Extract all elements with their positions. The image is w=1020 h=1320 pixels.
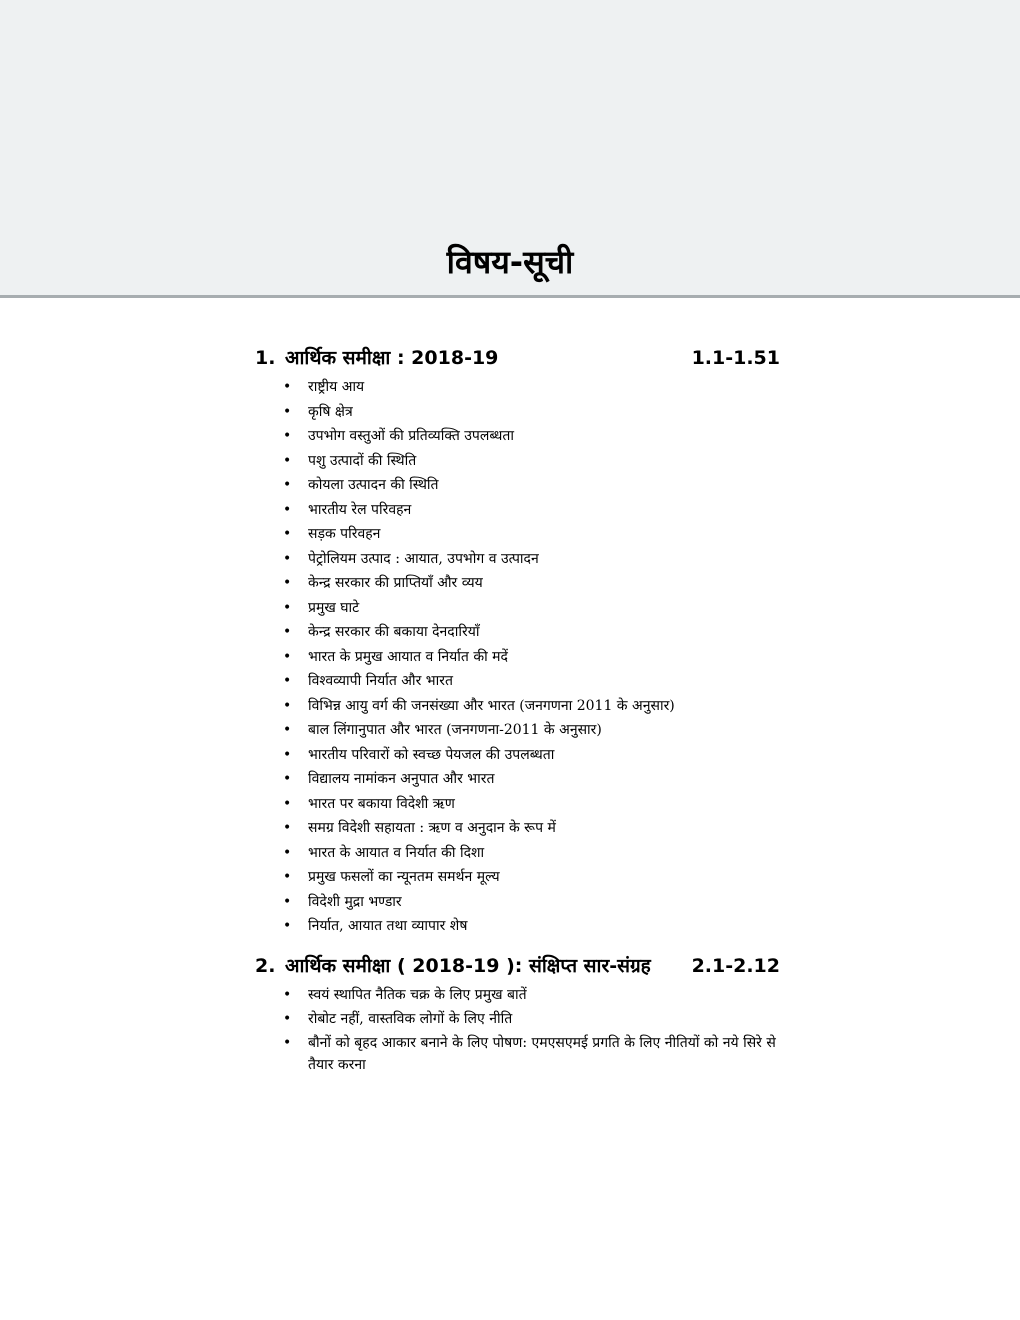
list-item-text: विश्वव्यापी निर्यात और भारत: [308, 673, 453, 689]
list-item-text: बाल लिंगानुपात और भारत (जनगणना-2011 के अनुसार): [308, 722, 602, 738]
toc-section-1: [255, 343, 780, 939]
list-item[interactable]: [283, 865, 780, 890]
bullet-icon: •: [283, 893, 292, 910]
section-number: 1.: [255, 347, 276, 369]
section-heading[interactable]: [255, 343, 780, 373]
section-number: 2.: [255, 954, 276, 977]
bullet-icon: •: [283, 820, 292, 836]
list-item[interactable]: [283, 400, 780, 425]
list-item[interactable]: [283, 522, 780, 547]
bullet-icon: •: [283, 501, 292, 518]
bullet-icon: •: [283, 477, 292, 493]
bullet-icon: •: [283, 986, 292, 1003]
list-item-text: प्रमुख फसलों का न्यूनतम समर्थन मूल्य: [308, 869, 500, 885]
list-item-text: प्रमुख घाटे: [308, 599, 360, 616]
list-item-text: भारतीय परिवारों को स्वच्छ पेयजल की उपलब्धता: [308, 746, 555, 763]
bullet-icon: •: [283, 550, 292, 567]
bullet-icon: •: [283, 403, 292, 420]
section-title: आर्थिक समीक्षा : 2018-19: [285, 347, 499, 369]
section-title: आर्थिक समीक्षा ( 2018-19 ): संक्षिप्त सार-संग्रह: [285, 954, 651, 977]
bullet-icon: •: [283, 624, 292, 640]
section-page-range: 2.1-2.12: [691, 954, 780, 977]
list-item[interactable]: [283, 718, 780, 743]
list-item[interactable]: [283, 449, 780, 474]
list-item[interactable]: [283, 792, 780, 817]
bullet-icon: •: [283, 648, 292, 665]
header-divider: [0, 295, 1020, 298]
section-page-range: 1.1-1.51: [691, 347, 780, 369]
list-item[interactable]: [283, 596, 780, 621]
list-item[interactable]: [283, 983, 780, 1008]
bullet-icon: •: [283, 673, 292, 689]
list-item-text: विद्यालय नामांकन अनुपात और भारत: [308, 771, 495, 787]
list-item-text: समग्र विदेशी सहायता : ऋण व अनुदान के रूप में: [308, 820, 556, 836]
list-item-text: स्वयं स्थापित नैतिक चक्र के लिए प्रमुख बातें: [308, 986, 527, 1003]
section-topic-list: [255, 983, 780, 1076]
bullet-icon: •: [283, 918, 292, 934]
list-item[interactable]: [283, 620, 780, 645]
list-item[interactable]: [283, 841, 780, 866]
list-item-text: भारतीय रेल परिवहन: [308, 501, 412, 518]
bullet-icon: •: [283, 697, 292, 714]
list-item-text: भारत के आयात व निर्यात की दिशा: [308, 844, 485, 861]
list-item-text: विभिन्न आयु वर्ग की जनसंख्या और भारत (जनगणना 2011 के अनुसार): [308, 697, 675, 714]
list-item[interactable]: [283, 1007, 780, 1032]
bullet-icon: •: [283, 379, 292, 395]
list-item[interactable]: [283, 694, 780, 719]
bullet-icon: •: [283, 599, 292, 616]
list-item-text: विदेशी मुद्रा भण्डार: [308, 893, 402, 910]
list-item-text: पशु उत्पादों की स्थिति: [308, 452, 417, 469]
list-item-text: राष्ट्रीय आय: [308, 379, 365, 395]
list-item-text: कृषि क्षेत्र: [308, 403, 353, 420]
toc-section-2: [255, 951, 780, 1076]
list-item-text: बौनों को बृहद आकार बनाने के लिए पोषण: एमएसएमई प्रगति के लिए नीतियों को नये सिरे से तैयार करना: [308, 1034, 776, 1073]
list-item[interactable]: [283, 890, 780, 915]
section-heading[interactable]: [255, 951, 780, 981]
bullet-icon: •: [283, 428, 292, 444]
list-item-text: निर्यात, आयात तथा व्यापार शेष: [308, 918, 468, 934]
bullet-icon: •: [283, 452, 292, 469]
bullet-icon: •: [283, 771, 292, 787]
list-item[interactable]: [283, 767, 780, 792]
bullet-icon: •: [283, 1011, 292, 1027]
list-item[interactable]: [283, 816, 780, 841]
list-item-text: रोबोट नहीं, वास्तविक लोगों के लिए नीति: [308, 1011, 513, 1027]
list-item[interactable]: [283, 914, 780, 939]
list-item[interactable]: [283, 571, 780, 596]
list-item-text: भारत पर बकाया विदेशी ऋण: [308, 795, 455, 812]
bullet-icon: •: [283, 722, 292, 738]
list-item-text: उपभोग वस्तुओं की प्रतिव्यक्ति उपलब्धता: [308, 428, 514, 444]
list-item-text: कोयला उत्पादन की स्थिति: [308, 477, 439, 493]
list-item[interactable]: [283, 547, 780, 572]
list-item-text: केन्द्र सरकार की प्राप्तियाँ और व्यय: [308, 575, 483, 591]
list-item[interactable]: [283, 669, 780, 694]
page-title: विषय-सूची: [446, 243, 574, 281]
bullet-icon: •: [283, 844, 292, 861]
list-item[interactable]: [283, 645, 780, 670]
list-item-text: सड़क परिवहन: [308, 526, 381, 542]
list-item[interactable]: [283, 473, 780, 498]
list-item[interactable]: [283, 498, 780, 523]
bullet-icon: •: [283, 1034, 292, 1051]
list-item-text: केन्द्र सरकार की बकाया देनदारियाँ: [308, 624, 480, 640]
table-of-contents: [255, 343, 780, 1088]
section-topic-list: [255, 375, 780, 939]
bullet-icon: •: [283, 575, 292, 591]
bullet-icon: •: [283, 869, 292, 885]
list-item[interactable]: [283, 743, 780, 768]
list-item-text: भारत के प्रमुख आयात व निर्यात की मदें: [308, 648, 508, 665]
bullet-icon: •: [283, 526, 292, 542]
list-item[interactable]: [283, 1032, 780, 1076]
list-item-text: पेट्रोलियम उत्पाद : आयात, उपभोग व उत्पादन: [308, 550, 539, 567]
list-item[interactable]: [283, 375, 780, 400]
list-item[interactable]: [283, 424, 780, 449]
bullet-icon: •: [283, 746, 292, 763]
bullet-icon: •: [283, 795, 292, 812]
